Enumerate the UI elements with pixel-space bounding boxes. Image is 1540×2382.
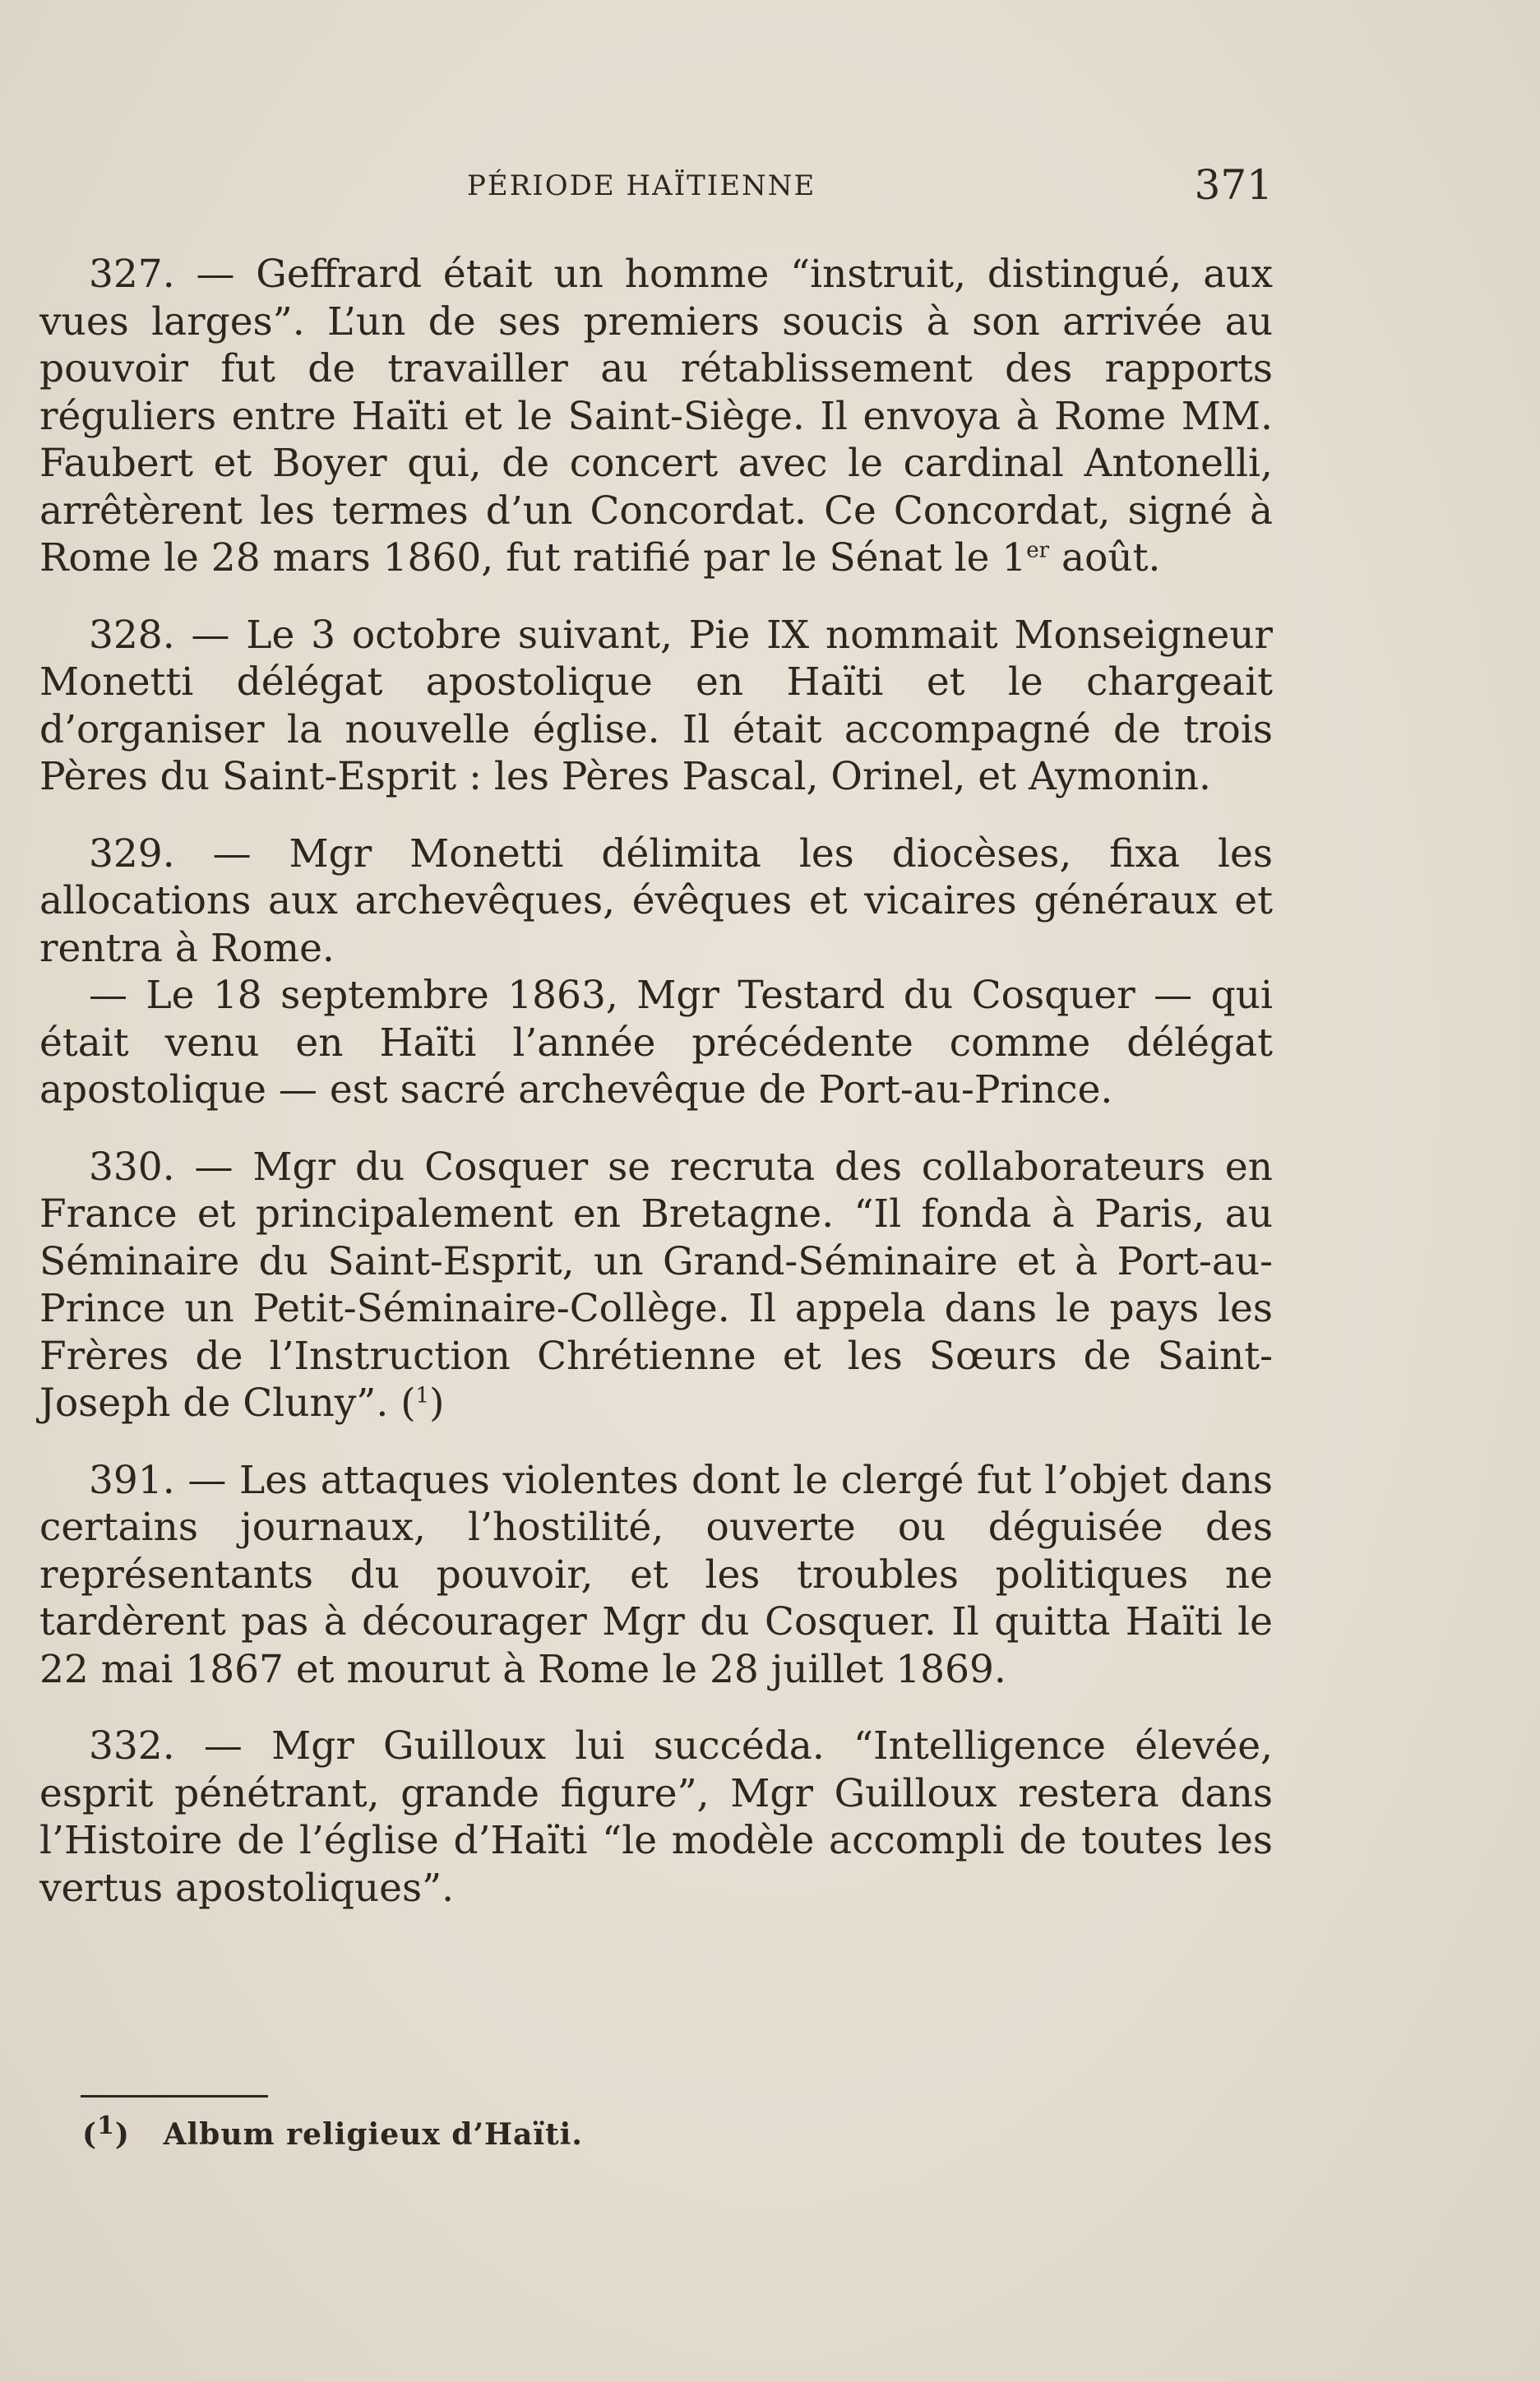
paragraph-332: 332. — Mgr Guilloux lui succéda. “Intelligence élevée, esprit pénétrant, grande figure”, Mgr Guilloux restera dans l’Histoire de l’église d’Haïti “le modèle accompli de toutes les vertus apostoliques”.	[39, 1723, 1273, 1911]
body-text	[39, 251, 1273, 1912]
footnote-divider	[81, 2095, 268, 2098]
paragraph-329: 329. — Mgr Monetti délimita les diocèses, fixa les allocations aux archevêques, évêques et vicaires généraux et rentra à Rome.	[39, 830, 1273, 971]
paragraph-327: 327. — Geffrard était un homme “instruit, distingué, aux vues larges”. L’un de ses premiers soucis à son arrivée au pouvoir fut de travailler au rétablissement des rapports réguliers entre Haïti et le Saint-Siège. Il envoya à Rome MM. Faubert et Boyer qui, de concert avec le cardinal Antonelli, arrêtèrent les termes d’un Concordat. Ce Concordat, signé à Rome le 28 mars 1860, fut ratifié par le Sénat le 1er août.	[39, 252, 1273, 580]
footnote-text: Album religieux d’Haïti.	[163, 2117, 583, 2152]
page-header	[39, 161, 1273, 219]
running-head: PÉRIODE HAÏTIENNE	[467, 169, 816, 202]
paragraph-329-continuation: — Le 18 septembre 1863, Mgr Testard du Cosquer — qui était venu en Haïti l’année précédente comme délégat apostolique — est sacré archevêque de Port-au-Prince.	[39, 973, 1273, 1112]
footnote: ($^1$) Album religieux d’Haïti.	[82, 2111, 583, 2152]
paragraph-391: 391. — Les attaques violentes dont le clergé fut l’objet dans certains journaux, l’hostilité, ouverte ou déguisée des représentants du pouvoir, et les troubles politiques ne tardèrent pas à décourager Mgr du Cosquer. Il quitta Haïti le 22 mai 1867 et mourut à Rome le 28 juillet 1869.	[39, 1457, 1273, 1692]
paragraph-328: 328. — Le 3 octobre suivant, Pie IX nommait Monseigneur Monetti délégat apostolique en Haïti et le chargeait d’organiser la nouvelle église. Il était accompagné de trois Pères du Saint-Esprit : les Pères Pascal, Orinel, et Aymonin.	[39, 612, 1273, 799]
page-number: 371	[1194, 161, 1273, 209]
paragraph-330: 330. — Mgr du Cosquer se recruta des collaborateurs en France et principalement en Bretagne. “Il fonda à Paris, au Séminaire du Saint-Esprit, un Grand-Séminaire et à Port-au-Prince un Petit-Séminaire-Collège. Il appela dans le pays les Frères de l’Instruction Chrétienne et les Sœurs de Saint-Joseph de Cluny”. ($^1$)	[39, 1144, 1273, 1426]
